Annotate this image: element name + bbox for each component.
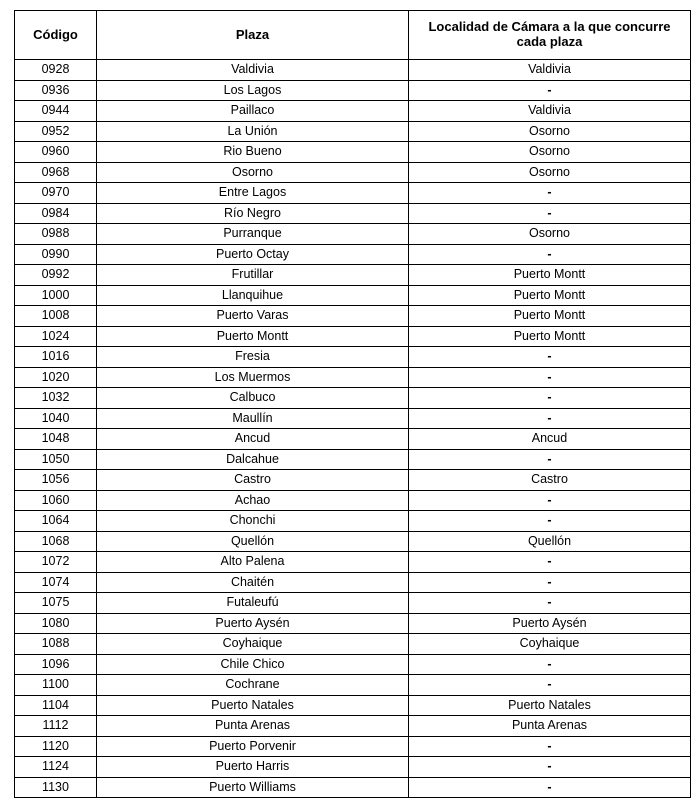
table-row [15,203,691,224]
cell-localidad: - [409,675,691,696]
cell-plaza: Quellón [97,531,409,552]
cell-codigo: 0992 [15,265,97,286]
cell-localidad: - [409,183,691,204]
cell-codigo: 1008 [15,306,97,327]
cell-localidad: - [409,203,691,224]
cell-localidad: Castro [409,470,691,491]
cell-localidad: Osorno [409,162,691,183]
cell-plaza: Dalcahue [97,449,409,470]
cell-codigo: 1016 [15,347,97,368]
cell-codigo: 0960 [15,142,97,163]
table-row [15,777,691,798]
cell-plaza: Cochrane [97,675,409,696]
table-row [15,490,691,511]
cell-localidad: - [409,367,691,388]
cell-plaza: Castro [97,470,409,491]
cell-plaza: Puerto Williams [97,777,409,798]
cell-plaza: Puerto Octay [97,244,409,265]
cell-localidad: Osorno [409,121,691,142]
cell-localidad: - [409,736,691,757]
table-row [15,265,691,286]
cell-localidad: - [409,552,691,573]
table-row [15,285,691,306]
cell-codigo: 1100 [15,675,97,696]
cell-plaza: Osorno [97,162,409,183]
cell-plaza: Paillaco [97,101,409,122]
column-header-localidad: Localidad de Cámara a la que concurre cada plaza [409,11,691,60]
cell-localidad: Puerto Natales [409,695,691,716]
cell-localidad: Puerto Montt [409,285,691,306]
cell-codigo: 1050 [15,449,97,470]
cell-localidad: Osorno [409,224,691,245]
cell-codigo: 1024 [15,326,97,347]
cell-localidad: - [409,490,691,511]
table-row [15,613,691,634]
cell-plaza: Puerto Porvenir [97,736,409,757]
cell-codigo: 0944 [15,101,97,122]
cell-codigo: 1048 [15,429,97,450]
cell-codigo: 0936 [15,80,97,101]
table-row [15,572,691,593]
table-row [15,244,691,265]
table-row [15,695,691,716]
cell-codigo: 1080 [15,613,97,634]
table-row [15,347,691,368]
cell-codigo: 1056 [15,470,97,491]
column-header-plaza: Plaza [97,11,409,60]
cell-codigo: 0928 [15,60,97,81]
cell-plaza: Futaleufú [97,593,409,614]
table-row [15,142,691,163]
cell-plaza: Ancud [97,429,409,450]
cell-codigo: 1120 [15,736,97,757]
cell-plaza: Valdivia [97,60,409,81]
cell-localidad: - [409,593,691,614]
cell-codigo: 0988 [15,224,97,245]
cell-codigo: 0990 [15,244,97,265]
table-row [15,121,691,142]
cell-codigo: 1060 [15,490,97,511]
table-header-row [15,11,691,60]
cell-plaza: Chonchi [97,511,409,532]
cell-localidad: - [409,572,691,593]
table-row [15,736,691,757]
cell-plaza: Los Lagos [97,80,409,101]
cell-localidad: - [409,244,691,265]
cell-plaza: Achao [97,490,409,511]
cell-plaza: Entre Lagos [97,183,409,204]
cell-localidad: - [409,408,691,429]
cell-localidad: - [409,511,691,532]
cell-codigo: 0968 [15,162,97,183]
cell-codigo: 1124 [15,757,97,778]
cell-codigo: 1068 [15,531,97,552]
table-row [15,408,691,429]
cell-codigo: 1064 [15,511,97,532]
table-row [15,60,691,81]
cell-plaza: Puerto Aysén [97,613,409,634]
cell-plaza: La Unión [97,121,409,142]
cell-codigo: 1072 [15,552,97,573]
table-row [15,654,691,675]
table-row [15,326,691,347]
cell-localidad: Punta Arenas [409,716,691,737]
cell-codigo: 1075 [15,593,97,614]
cell-plaza: Puerto Natales [97,695,409,716]
table-row [15,552,691,573]
cell-plaza: Puerto Montt [97,326,409,347]
table-row [15,511,691,532]
cell-plaza: Coyhaique [97,634,409,655]
column-header-codigo: Código [15,11,97,60]
cell-localidad: Puerto Montt [409,265,691,286]
cell-plaza: Fresia [97,347,409,368]
plazas-table [14,10,691,798]
table-row [15,367,691,388]
table-body [15,60,691,798]
cell-codigo: 1040 [15,408,97,429]
cell-codigo: 0970 [15,183,97,204]
table-header [15,11,691,60]
cell-codigo: 0952 [15,121,97,142]
table-row [15,449,691,470]
cell-plaza: Puerto Varas [97,306,409,327]
cell-localidad: Puerto Aysén [409,613,691,634]
cell-localidad: Ancud [409,429,691,450]
table-row [15,162,691,183]
cell-plaza: Maullín [97,408,409,429]
cell-localidad: - [409,347,691,368]
cell-localidad: - [409,449,691,470]
cell-codigo: 1112 [15,716,97,737]
cell-codigo: 1032 [15,388,97,409]
table-row [15,101,691,122]
cell-codigo: 1104 [15,695,97,716]
cell-plaza: Calbuco [97,388,409,409]
cell-localidad: - [409,388,691,409]
table-row [15,593,691,614]
cell-localidad: - [409,654,691,675]
cell-codigo: 1096 [15,654,97,675]
cell-codigo: 0984 [15,203,97,224]
cell-plaza: Punta Arenas [97,716,409,737]
cell-localidad: Coyhaique [409,634,691,655]
table-row [15,388,691,409]
table-row [15,183,691,204]
cell-plaza: Purranque [97,224,409,245]
table-row [15,675,691,696]
cell-plaza: Alto Palena [97,552,409,573]
table-row [15,634,691,655]
cell-plaza: Frutillar [97,265,409,286]
cell-plaza: Los Muermos [97,367,409,388]
cell-localidad: - [409,777,691,798]
cell-plaza: Chile Chico [97,654,409,675]
cell-localidad: - [409,757,691,778]
cell-localidad: Valdivia [409,101,691,122]
cell-plaza: Rio Bueno [97,142,409,163]
cell-localidad: Puerto Montt [409,306,691,327]
cell-codigo: 1020 [15,367,97,388]
table-row [15,716,691,737]
cell-codigo: 1074 [15,572,97,593]
table-row [15,757,691,778]
cell-plaza: Río Negro [97,203,409,224]
table-row [15,224,691,245]
cell-plaza: Chaitén [97,572,409,593]
table-row [15,531,691,552]
table-row [15,306,691,327]
cell-localidad: - [409,80,691,101]
table-row [15,80,691,101]
cell-localidad: Puerto Montt [409,326,691,347]
cell-codigo: 1088 [15,634,97,655]
table-row [15,429,691,450]
cell-codigo: 1000 [15,285,97,306]
table-row [15,470,691,491]
cell-plaza: Puerto Harris [97,757,409,778]
cell-localidad: Quellón [409,531,691,552]
cell-codigo: 1130 [15,777,97,798]
cell-localidad: Osorno [409,142,691,163]
cell-plaza: Llanquihue [97,285,409,306]
cell-localidad: Valdivia [409,60,691,81]
